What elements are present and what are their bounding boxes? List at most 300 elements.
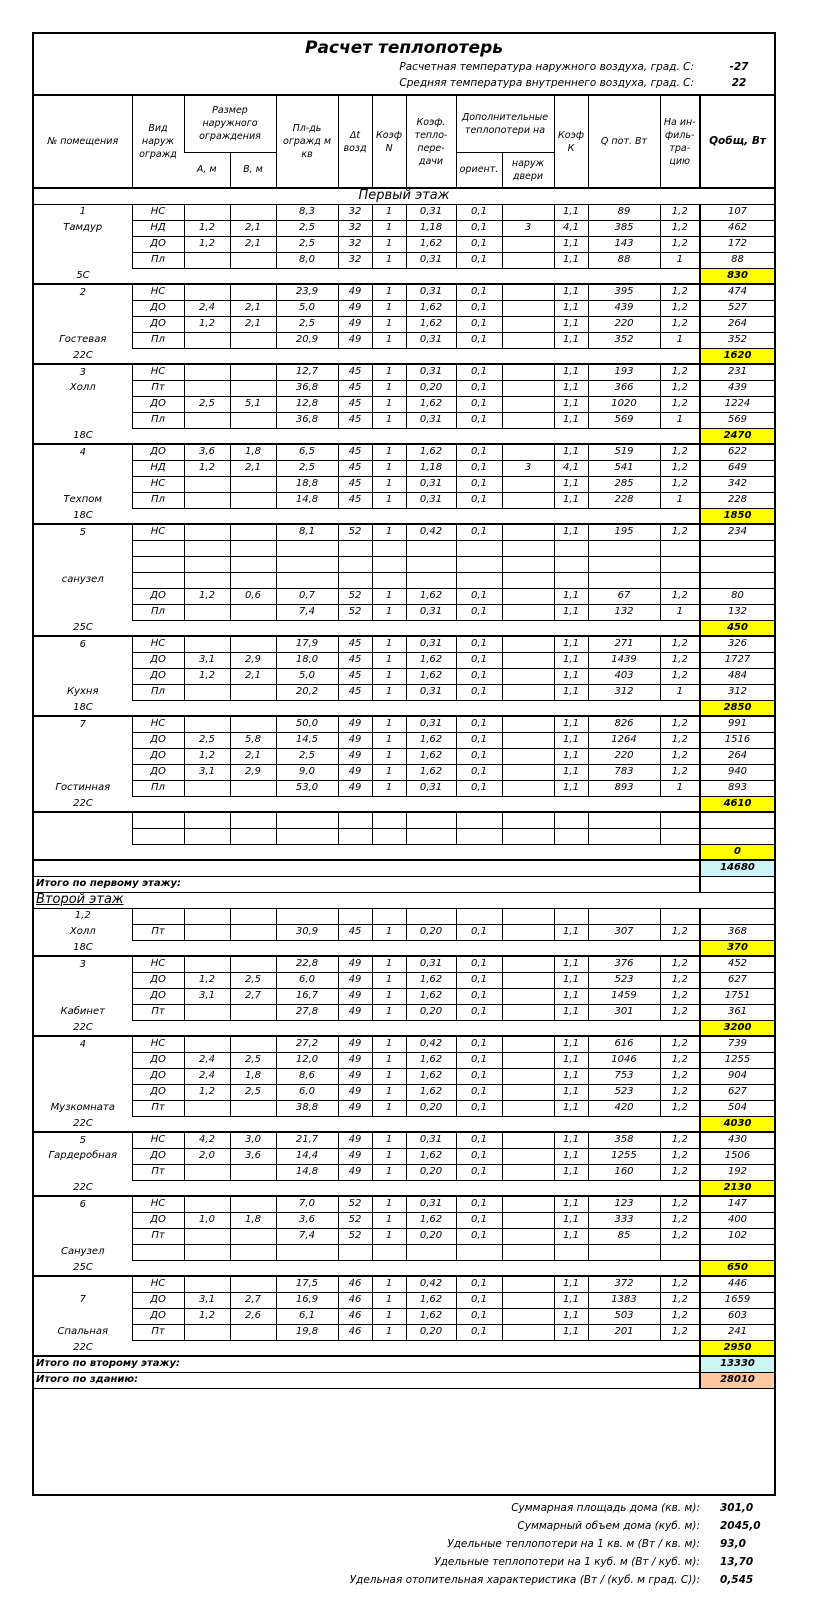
cell-q: 616 [588, 1036, 660, 1052]
cell-a [184, 780, 230, 796]
total-row-spacer [132, 428, 700, 444]
cell-area: 19,8 [276, 1324, 338, 1340]
table-row [34, 492, 774, 508]
cell-orient: 0,1 [456, 1084, 502, 1100]
cell-q: 352 [588, 332, 660, 348]
cell-q [588, 908, 660, 924]
cell-n: 1 [372, 988, 406, 1004]
cell-kk: 1,1 [554, 1164, 588, 1180]
cell-b: 2,1 [230, 748, 276, 764]
cell-q [588, 1244, 660, 1260]
cell-a: 1,2 [184, 1308, 230, 1324]
table-row [34, 1276, 774, 1292]
cell-area: 6,1 [276, 1308, 338, 1324]
cell-area: 17,5 [276, 1276, 338, 1292]
cell-door [502, 540, 554, 556]
room-label: 22С [73, 1181, 93, 1193]
cell-door [502, 572, 554, 588]
cell-k: 1,62 [406, 1148, 456, 1164]
cell-door [502, 332, 554, 348]
cell-total: 430 [700, 1132, 774, 1148]
cell-area: 27,2 [276, 1036, 338, 1052]
cell-q: 1264 [588, 732, 660, 748]
cell-k [406, 908, 456, 924]
room-total: 2950 [700, 1340, 774, 1356]
footer-loss-cbm-value: 13,70 [720, 1556, 754, 1568]
room-label-cell [34, 972, 132, 988]
cell-door [502, 1212, 554, 1228]
cell-type: Пт [132, 1324, 184, 1340]
cell-area: 5,0 [276, 300, 338, 316]
cell-q: 893 [588, 780, 660, 796]
cell-b: 2,5 [230, 1052, 276, 1068]
cell-area: 20,2 [276, 684, 338, 700]
table-row [34, 572, 774, 588]
cell-b: 2,6 [230, 1308, 276, 1324]
cell-b [230, 1228, 276, 1244]
room-total-row [34, 700, 774, 716]
cell-n: 1 [372, 364, 406, 380]
cell-n: 1 [372, 716, 406, 732]
room-label: 18С [73, 429, 93, 441]
cell-a: 2,0 [184, 1148, 230, 1164]
cell-dt [338, 540, 372, 556]
cell-kk: 1,1 [554, 764, 588, 780]
cell-n: 1 [372, 1324, 406, 1340]
cell-inf: 1 [660, 780, 700, 796]
cell-q: 1439 [588, 652, 660, 668]
cell-a: 1,2 [184, 1084, 230, 1100]
total-row-spacer [132, 620, 700, 636]
cell-k: 0,31 [406, 1196, 456, 1212]
cell-total: 1224 [700, 396, 774, 412]
floor2-heading-label: Второй этаж [34, 892, 774, 908]
cell-type: Пт [132, 1164, 184, 1180]
cell-n: 1 [372, 1164, 406, 1180]
table-row [34, 1308, 774, 1324]
cell-area: 2,5 [276, 236, 338, 252]
cell-n: 1 [372, 668, 406, 684]
cell-type [132, 572, 184, 588]
footer-volume-value: 2045,0 [720, 1520, 761, 1532]
cell-total: 342 [700, 476, 774, 492]
cell-b: 1,8 [230, 1212, 276, 1228]
cell-type: НС [132, 1132, 184, 1148]
cell-b: 2,1 [230, 460, 276, 476]
cell-k: 0,31 [406, 1132, 456, 1148]
cell-area: 27,8 [276, 1004, 338, 1020]
cell-n: 1 [372, 748, 406, 764]
hdr-total: Qобщ, Вт [700, 96, 774, 188]
room-label: 25С [73, 1261, 93, 1273]
cell-door [502, 588, 554, 604]
cell-q: 403 [588, 668, 660, 684]
cell-inf: 1,2 [660, 1100, 700, 1116]
cell-a [184, 1228, 230, 1244]
cell-inf: 1,2 [660, 364, 700, 380]
cell-door [502, 908, 554, 924]
cell-b: 5,8 [230, 732, 276, 748]
cell-total [700, 1244, 774, 1260]
cell-kk: 1,1 [554, 588, 588, 604]
cell-total: 326 [700, 636, 774, 652]
cell-orient: 0,1 [456, 956, 502, 972]
room-label-cell [34, 1020, 132, 1036]
building-total-label: Итого по зданию: [34, 1372, 700, 1388]
cell-kk: 1,1 [554, 332, 588, 348]
table-row [34, 316, 774, 332]
cell-n: 1 [372, 300, 406, 316]
cell-area: 6,0 [276, 1084, 338, 1100]
cell-dt: 46 [338, 1324, 372, 1340]
footer-heating-char-value: 0,545 [720, 1574, 754, 1586]
cell-orient: 0,1 [456, 652, 502, 668]
cell-type: ДО [132, 668, 184, 684]
cell-b: 3,0 [230, 1132, 276, 1148]
cell-dt: 49 [338, 780, 372, 796]
table-row [34, 476, 774, 492]
cell-total: 940 [700, 764, 774, 780]
table-row [34, 828, 774, 844]
cell-total: 739 [700, 1036, 774, 1052]
cell-q: 85 [588, 1228, 660, 1244]
cell-q: 201 [588, 1324, 660, 1340]
cell-orient: 0,1 [456, 1164, 502, 1180]
cell-n: 1 [372, 1308, 406, 1324]
cell-inf [660, 540, 700, 556]
table-row [34, 204, 774, 220]
room-label-cell [34, 524, 132, 540]
cell-a [184, 1196, 230, 1212]
cell-total: 102 [700, 1228, 774, 1244]
cell-type: ДО [132, 316, 184, 332]
floor1-heading-label: Первый этаж [34, 188, 774, 204]
table-row [34, 460, 774, 476]
cell-k: 0,20 [406, 924, 456, 940]
cell-b [230, 1004, 276, 1020]
cell-b: 2,1 [230, 236, 276, 252]
room-label-cell [34, 1052, 132, 1068]
cell-type [132, 828, 184, 844]
cell-kk: 1,1 [554, 636, 588, 652]
cell-a: 1,2 [184, 668, 230, 684]
cell-n: 1 [372, 1004, 406, 1020]
cell-q: 376 [588, 956, 660, 972]
room-label-cell [34, 1292, 132, 1308]
cell-k: 1,18 [406, 220, 456, 236]
cell-orient: 0,1 [456, 444, 502, 460]
cell-dt: 45 [338, 460, 372, 476]
room-label-cell [34, 204, 132, 220]
cell-area: 16,7 [276, 988, 338, 1004]
cell-type [132, 1244, 184, 1260]
cell-q: 519 [588, 444, 660, 460]
room-label-cell [34, 716, 132, 732]
cell-total: 627 [700, 972, 774, 988]
cell-area: 8,1 [276, 524, 338, 540]
cell-q: 132 [588, 604, 660, 620]
room-total: 2130 [700, 1180, 774, 1196]
room-label: 5 [79, 1134, 86, 1146]
cell-kk: 1,1 [554, 412, 588, 428]
cell-door [502, 1244, 554, 1260]
cell-total: 462 [700, 220, 774, 236]
cell-q: 523 [588, 972, 660, 988]
cell-area: 6,0 [276, 972, 338, 988]
room-total-row [34, 940, 774, 956]
cell-a [184, 380, 230, 396]
cell-door [502, 284, 554, 300]
cell-k: 1,62 [406, 300, 456, 316]
cell-orient: 0,1 [456, 972, 502, 988]
room-total: 4030 [700, 1116, 774, 1132]
cell-b [230, 364, 276, 380]
cell-door [502, 1276, 554, 1292]
cell-b [230, 716, 276, 732]
cell-total [700, 572, 774, 588]
cell-door [502, 1228, 554, 1244]
cell-q: 193 [588, 364, 660, 380]
floor2-total-label: Итого по второму этажу: [34, 1356, 700, 1372]
cell-b: 2,7 [230, 1292, 276, 1308]
room-total-row [34, 1180, 774, 1196]
cell-type: НС [132, 956, 184, 972]
cell-door [502, 924, 554, 940]
cell-b [230, 204, 276, 220]
cell-q: 503 [588, 1308, 660, 1324]
cell-k: 1,62 [406, 732, 456, 748]
cell-kk [554, 556, 588, 572]
cell-n: 1 [372, 1052, 406, 1068]
cell-q: 301 [588, 1004, 660, 1020]
cell-a: 1,2 [184, 236, 230, 252]
cell-area: 6,5 [276, 444, 338, 460]
sheet-header [34, 34, 774, 96]
cell-a: 2,5 [184, 732, 230, 748]
cell-q: 372 [588, 1276, 660, 1292]
table-row [34, 956, 774, 972]
cell-type: НС [132, 1036, 184, 1052]
room-label-cell [34, 348, 132, 364]
room-total: 1850 [700, 508, 774, 524]
cell-q: 285 [588, 476, 660, 492]
table-row [34, 1292, 774, 1308]
cell-type: Пл [132, 332, 184, 348]
cell-b [230, 1244, 276, 1260]
cell-door [502, 828, 554, 844]
cell-kk: 1,1 [554, 252, 588, 268]
cell-orient [456, 812, 502, 828]
cell-door [502, 412, 554, 428]
cell-a: 1,2 [184, 220, 230, 236]
cell-total: 172 [700, 236, 774, 252]
table-row [34, 1324, 774, 1340]
table-row [34, 1148, 774, 1164]
hdr-q: Q пот. Вт [588, 96, 660, 188]
building-total [34, 1372, 774, 1388]
cell-n: 1 [372, 204, 406, 220]
cell-dt: 52 [338, 1212, 372, 1228]
cell-a [184, 956, 230, 972]
room-label-cell [34, 780, 132, 796]
cell-k: 0,31 [406, 956, 456, 972]
hdr-orient: ориент. [456, 152, 502, 188]
cell-k [406, 572, 456, 588]
cell-q: 312 [588, 684, 660, 700]
table-row [34, 524, 774, 540]
cell-inf: 1,2 [660, 588, 700, 604]
cell-orient: 0,1 [456, 412, 502, 428]
cell-kk: 1,1 [554, 668, 588, 684]
cell-a [184, 364, 230, 380]
cell-k: 0,31 [406, 252, 456, 268]
table-row [34, 284, 774, 300]
cell-total [700, 812, 774, 828]
cell-type: ДО [132, 1308, 184, 1324]
cell-type: Пл [132, 604, 184, 620]
cell-k [406, 812, 456, 828]
cell-orient: 0,1 [456, 604, 502, 620]
cell-k: 1,62 [406, 396, 456, 412]
cell-dt: 32 [338, 236, 372, 252]
cell-type: ДО [132, 1148, 184, 1164]
cell-dt: 49 [338, 748, 372, 764]
cell-kk: 1,1 [554, 1324, 588, 1340]
cell-a [184, 252, 230, 268]
room-label-cell [34, 828, 132, 844]
cell-k: 0,31 [406, 636, 456, 652]
cell-q: 143 [588, 236, 660, 252]
room-label: 7 [79, 1294, 86, 1305]
table-row [34, 716, 774, 732]
cell-orient: 0,1 [456, 780, 502, 796]
cell-dt: 49 [338, 300, 372, 316]
cell-inf: 1,2 [660, 524, 700, 540]
cell-dt: 49 [338, 716, 372, 732]
cell-kk: 1,1 [554, 284, 588, 300]
table-row [34, 732, 774, 748]
room-label-cell [34, 252, 132, 268]
room-label: Тамдур [63, 222, 103, 233]
floor1-total-value [700, 876, 774, 892]
cell-n: 1 [372, 956, 406, 972]
cell-n: 1 [372, 460, 406, 476]
outdoor-temp-value: -27 [729, 61, 749, 73]
room-total-row [34, 508, 774, 524]
cell-inf: 1,2 [660, 1292, 700, 1308]
cell-kk: 1,1 [554, 1036, 588, 1052]
table-row [34, 300, 774, 316]
cell-k: 1,62 [406, 236, 456, 252]
cell-orient: 0,1 [456, 316, 502, 332]
cell-n: 1 [372, 492, 406, 508]
cell-kk: 1,1 [554, 1132, 588, 1148]
cell-b: 2,1 [230, 220, 276, 236]
cell-total: 603 [700, 1308, 774, 1324]
cell-b [230, 540, 276, 556]
cell-a: 1,2 [184, 316, 230, 332]
cell-q: 385 [588, 220, 660, 236]
cell-q: 1255 [588, 1148, 660, 1164]
cell-area: 36,8 [276, 412, 338, 428]
floor2-heading [34, 892, 774, 908]
cell-area [276, 572, 338, 588]
total-row-spacer [132, 700, 700, 716]
cell-total: 622 [700, 444, 774, 460]
cell-dt: 49 [338, 1084, 372, 1100]
cell-a: 3,1 [184, 1292, 230, 1308]
cell-dt: 49 [338, 1068, 372, 1084]
cell-area: 14,5 [276, 732, 338, 748]
cell-inf: 1,2 [660, 476, 700, 492]
cell-a: 1,2 [184, 588, 230, 604]
cell-door [502, 396, 554, 412]
room-label-cell [34, 1340, 132, 1356]
cell-inf: 1,2 [660, 380, 700, 396]
cell-k: 0,20 [406, 1324, 456, 1340]
cell-orient: 0,1 [456, 1100, 502, 1116]
cell-n: 1 [372, 1100, 406, 1116]
cell-dt: 45 [338, 924, 372, 940]
cell-total [700, 556, 774, 572]
room-label: Гостинная [55, 782, 111, 793]
cell-dt: 32 [338, 220, 372, 236]
room-label: 7 [79, 718, 86, 730]
room-label-cell [34, 844, 132, 860]
cell-area: 30,9 [276, 924, 338, 940]
cell-inf: 1,2 [660, 1084, 700, 1100]
cell-type: ДО [132, 396, 184, 412]
cell-door [502, 252, 554, 268]
cell-k: 1,18 [406, 460, 456, 476]
room-label-cell [34, 412, 132, 428]
cell-total: 361 [700, 1004, 774, 1020]
cell-q: 826 [588, 716, 660, 732]
cell-total: 264 [700, 316, 774, 332]
cell-n: 1 [372, 764, 406, 780]
cell-b: 2,1 [230, 668, 276, 684]
cell-a [184, 1100, 230, 1116]
cell-a: 1,0 [184, 1212, 230, 1228]
room-label-cell [34, 1196, 132, 1212]
cell-type: НС [132, 716, 184, 732]
cell-a [184, 908, 230, 924]
cell-kk: 1,1 [554, 1084, 588, 1100]
cell-inf: 1,2 [660, 636, 700, 652]
cell-inf: 1,2 [660, 1228, 700, 1244]
room-label-cell [34, 1100, 132, 1116]
cell-orient: 0,1 [456, 492, 502, 508]
cell-area: 20,9 [276, 332, 338, 348]
room-label-cell [34, 620, 132, 636]
room-label: 1,2 [74, 910, 91, 922]
cell-dt [338, 572, 372, 588]
cell-orient [456, 540, 502, 556]
cell-q: 89 [588, 204, 660, 220]
cell-door [502, 1052, 554, 1068]
cell-q: 366 [588, 380, 660, 396]
total-row-spacer [132, 1260, 700, 1276]
hdr-type: Вид наруж огражд [132, 96, 184, 188]
room-label-cell [34, 796, 132, 812]
room-total: 650 [700, 1260, 774, 1276]
cell-b [230, 332, 276, 348]
room-label-cell [34, 668, 132, 684]
cell-q: 228 [588, 492, 660, 508]
room-label-cell [34, 476, 132, 492]
table-row [34, 236, 774, 252]
footer-area-value: 301,0 [720, 1502, 754, 1514]
